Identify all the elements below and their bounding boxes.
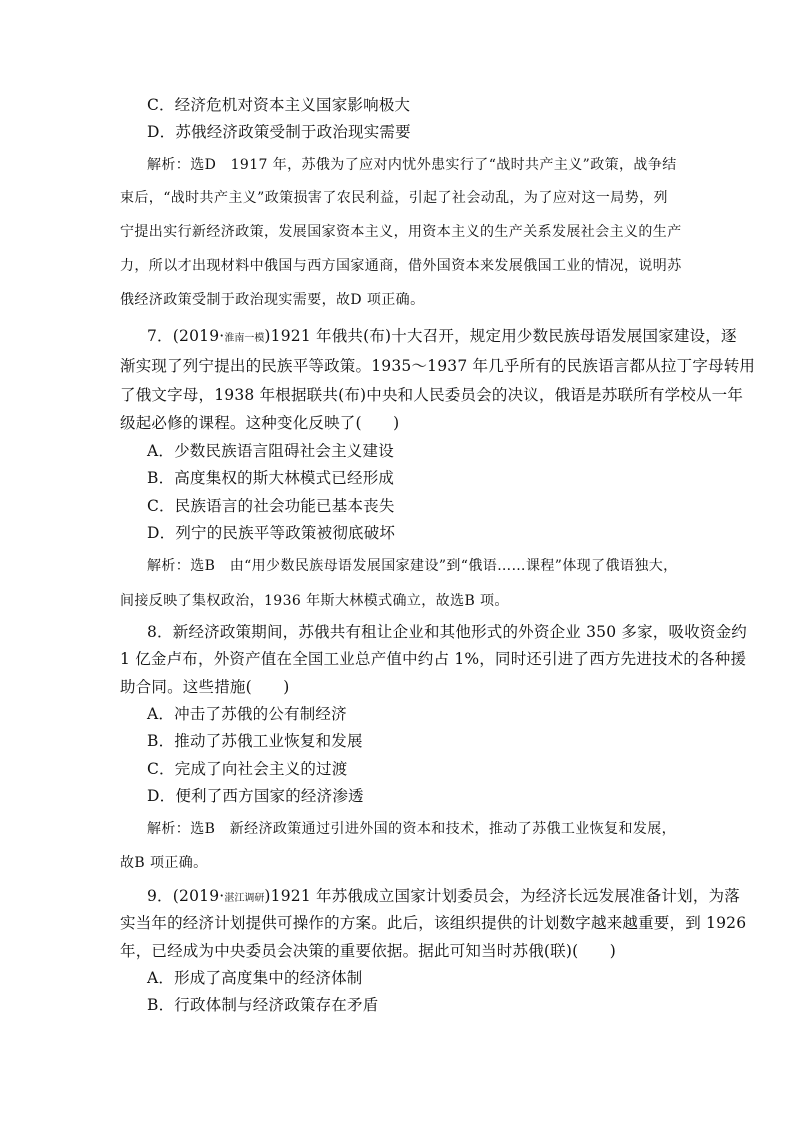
q8-option-c: C．完成了向社会主义的过渡 (147, 760, 348, 778)
q9-stem-line: 实当年的经济计划提供可操作的方案。此后，该组织提供的计划数字越来越重要，到 1926 (120, 914, 747, 932)
q6-explanation-line: 宁提出实行新经济政策，发展国家资本主义，用资本主义的生产关系发展社会主义的生产 (120, 224, 682, 240)
q7-source: 淮南一模 (224, 333, 265, 344)
q6-explanation-line: 束后，“战时共产主义”政策损害了农民利益，引起了社会动乱，为了应对这一局势，列 (120, 190, 668, 206)
q8-explanation-line: 故B 项正确。 (120, 855, 208, 871)
q9-stem-line: 年，已经成为中央委员会决策的重要依据。据此可知当时苏俄(联)( ) (120, 942, 616, 960)
q9-number: 9．(2019· (147, 887, 225, 905)
q7-option-a: A．少数民族语言阻碍社会主义建设 (147, 442, 394, 460)
q7-stem-line: 级起必修的课程。这种变化反映了( ) (120, 414, 400, 432)
q6-explanation-line: 俄经济政策受制于政治现实需要，故D 项正确。 (120, 292, 425, 308)
q7-option-c: C．民族语言的社会功能已基本丧失 (147, 497, 395, 515)
q8-stem-line: 1 亿金卢布，外资产值在全国工业总产值中约占 1%，同时还引进了西方先进技术的各种援 (120, 650, 747, 668)
q7-explanation-line: 间接反映了集权政治，1936 年斯大林模式确立，故选B 项。 (120, 593, 509, 609)
q8-option-b: B．推动了苏俄工业恢复和发展 (147, 732, 363, 750)
q9-option-b: B．行政体制与经济政策存在矛盾 (147, 996, 379, 1014)
q8-explanation-line: 解析：选B 新经济政策通过引进外国的资本和技术，推动了苏俄工业恢复和发展， (147, 821, 677, 837)
q9-stem-first-line (147, 886, 740, 909)
q7-stem-first-line (147, 326, 737, 349)
q7-option-d: D．列宁的民族平等政策被彻底破坏 (147, 524, 396, 542)
q8-stem-line: 8．新经济政策期间，苏俄共有租让企业和其他形式的外资企业 350 多家，吸收资金约 (147, 623, 748, 641)
q9-option-a: A．形成了高度集中的经济体制 (147, 969, 363, 987)
q6-explanation-line: 力，所以才出现材料中俄国与西方国家通商，借外国资本来发展俄国工业的情况，说明苏 (120, 258, 682, 274)
q7-stem-line: 了俄文字母，1938 年根据联共(布)中央和人民委员会的决议，俄语是苏联所有学校从一年 (120, 386, 744, 404)
q9-stem-first: )1921 年苏俄成立国家计划委员会，为经济长远发展准备计划，为落 (264, 887, 740, 905)
q7-option-b: B．高度集权的斯大林模式已经形成 (147, 469, 395, 487)
q6-explanation-line: 解析：选D 1917 年，苏俄为了应对内忧外患实行了“战时共产主义”政策，战争结 (147, 157, 677, 173)
q7-stem-first: )1921 年俄共(布)十大召开，规定用少数民族母语发展国家建设，逐 (264, 327, 737, 345)
q7-number: 7．(2019· (147, 327, 225, 345)
q8-option-a: A．冲击了苏俄的公有制经济 (147, 705, 347, 723)
q6-option-d: D．苏俄经济政策受制于政治现实需要 (147, 123, 411, 141)
q7-explanation-line: 解析：选B 由“用少数民族母语发展国家建设”到“俄语……课程”体现了俄语独大， (147, 558, 678, 574)
q6-option-c: C．经济危机对资本主义国家影响极大 (147, 96, 411, 114)
q8-option-d: D．便利了西方国家的经济渗透 (147, 787, 364, 805)
q7-stem-line: 渐实现了列宁提出的民族平等政策。1935～1937 年几乎所有的民族语言都从拉丁字母转用 (120, 357, 756, 375)
q8-stem-line: 助合同。这些措施( ) (120, 678, 290, 696)
q9-source: 湛江调研 (224, 893, 265, 904)
